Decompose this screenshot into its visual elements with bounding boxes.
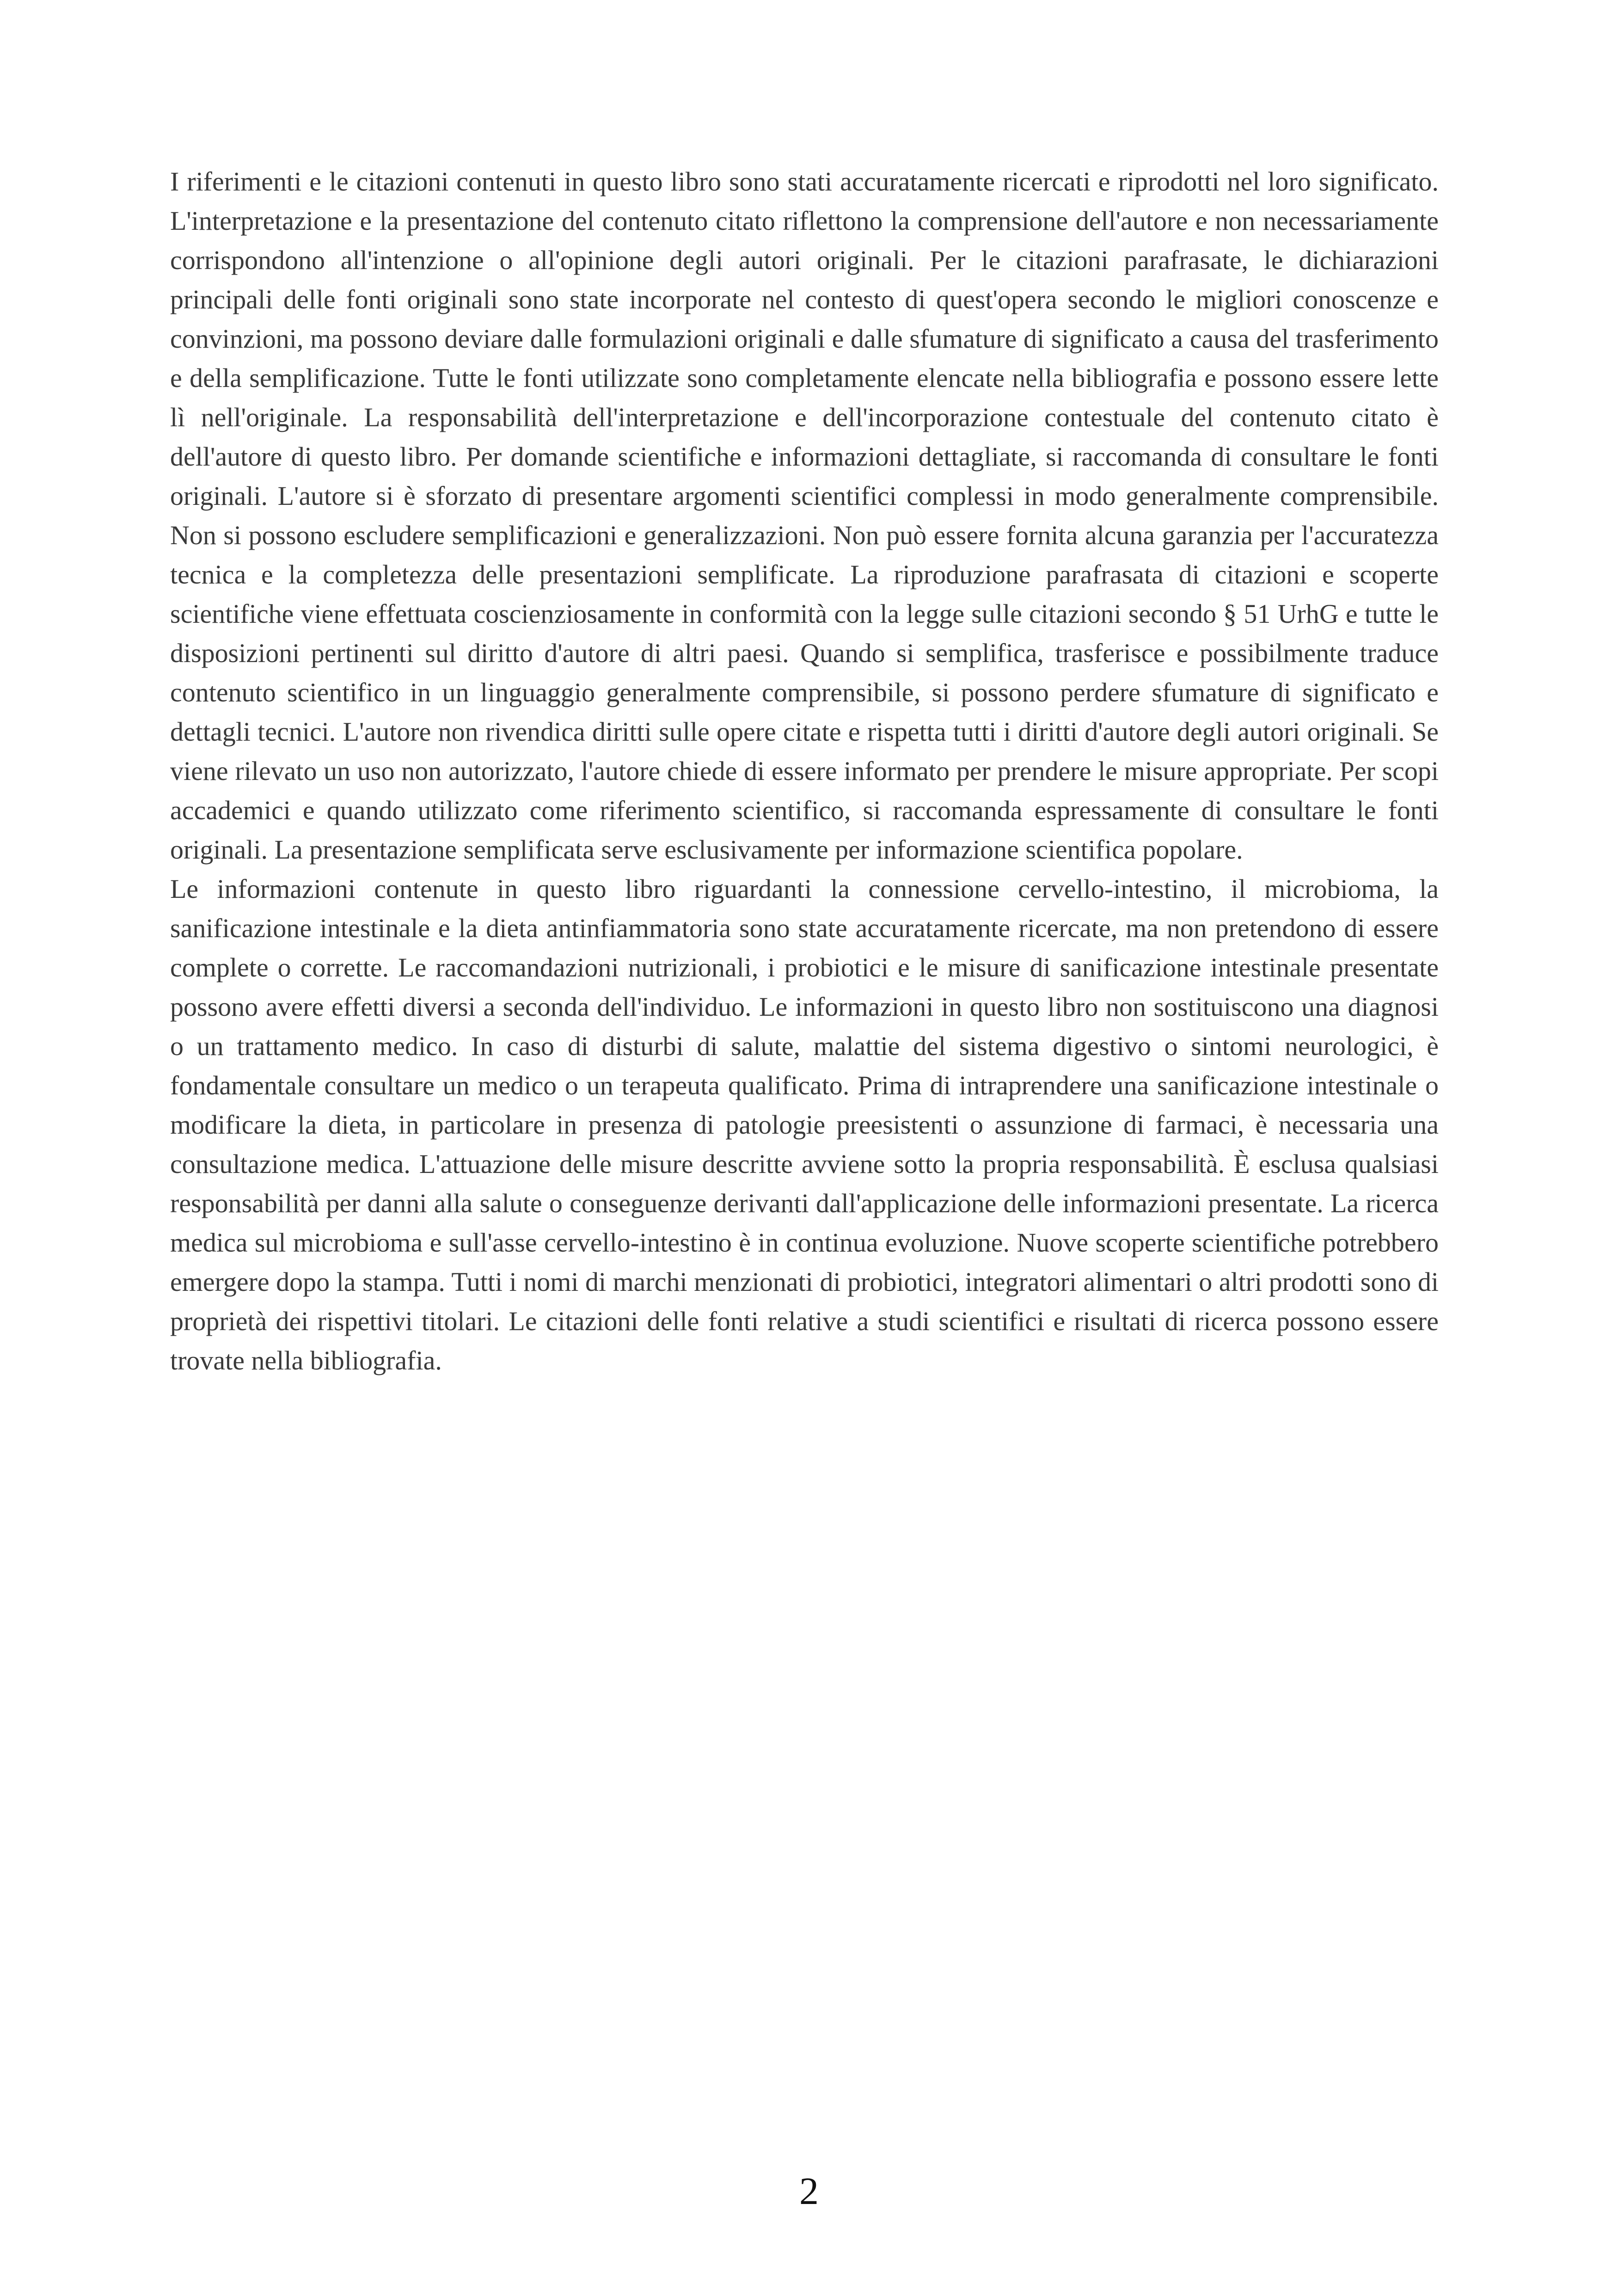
body-text — [170, 162, 1439, 1380]
page-number: 2 — [799, 2170, 819, 2213]
disclaimer-medical-paragraph: Le informazioni contenute in questo libro riguardanti la connessione cervello-intestino, il microbioma, la sanificazione intestinale e la dieta antinfiammatoria sono state accuratamente ricercate, ma non pretendono di essere complete o corrette. Le raccomandazioni nutrizionali, i probiotici e le misure di sanificazione intestinale presentate possono avere effetti diversi a seconda dell'individuo. Le informazioni in questo libro non sostituiscono una diagnosi o un trattamento medico. In caso di disturbi di salute, malattie del sistema digestivo o sintomi neurologici, è fondamentale consultare un medico o un terapeuta qualificato. Prima di intraprendere una sanificazione intestinale o modificare la dieta, in particolare in presenza di patologie preesistenti o assunzione di farmaci, è necessaria una consultazione medica. L'attuazione delle misure descritte avviene sotto la propria responsabilità. È esclusa qualsiasi responsabilità per danni alla salute o conseguenze derivanti dall'applicazione delle informazioni presentate. La ricerca medica sul microbioma e sull'asse cervello-intestino è in continua evoluzione. Nuove scoperte scientifiche potrebbero emergere dopo la stampa. Tutti i nomi di marchi menzionati di probiotici, integratori alimentari o altri prodotti sono di proprietà dei rispettivi titolari. Le citazioni delle fonti relative a studi scientifici e risultati di ricerca possono essere trovate nella bibliografia. — [170, 874, 1439, 1375]
disclaimer-citations-paragraph: I riferimenti e le citazioni contenuti in questo libro sono stati accuratamente ricercati e riprodotti nel loro significato. L'interpretazione e la presentazione del contenuto citato riflettono la comprensione dell'autore e non necessariamente corrispondono all'intenzione o all'opinione degli autori originali. Per le citazioni parafrasate, le dichiarazioni principali delle fonti originali sono state incorporate nel contesto di quest'opera secondo le migliori conoscenze e convinzioni, ma possono deviare dalle formulazioni originali e dalle sfumature di significato a causa del trasferimento e della semplificazione. Tutte le fonti utilizzate sono completamente elencate nella bibliografia e possono essere lette lì nell'originale. La responsabilità dell'interpretazione e dell'incorporazione contestuale del contenuto citato è dell'autore di questo libro. Per domande scientifiche e informazioni dettagliate, si raccomanda di consultare le fonti originali. L'autore si è sforzato di presentare argomenti scientifici complessi in modo generalmente comprensibile. Non si possono escludere semplificazioni e generalizzazioni. Non può essere fornita alcuna garanzia per l'accuratezza tecnica e la completezza delle presentazioni semplificate. La riproduzione parafrasata di citazioni e scoperte scientifiche viene effettuata coscienziosamente in conformità con la legge sulle citazioni secondo § 51 UrhG e tutte le disposizioni pertinenti sul diritto d'autore di altri paesi. Quando si semplifica, trasferisce e possibilmente traduce contenuto scientifico in un linguaggio generalmente comprensibile, si possono perdere sfumature di significato e dettagli tecnici. L'autore non rivendica diritti sulle opere citate e rispetta tutti i diritti d'autore degli autori originali. Se viene rilevato un uso non autorizzato, l'autore chiede di essere informato per prendere le misure appropriate. Per scopi accademici e quando utilizzato come riferimento scientifico, si raccomanda espressamente di consultare le fonti originali. La presentazione semplificata serve esclusivamente per informazione scientifica popolare. — [170, 166, 1439, 865]
